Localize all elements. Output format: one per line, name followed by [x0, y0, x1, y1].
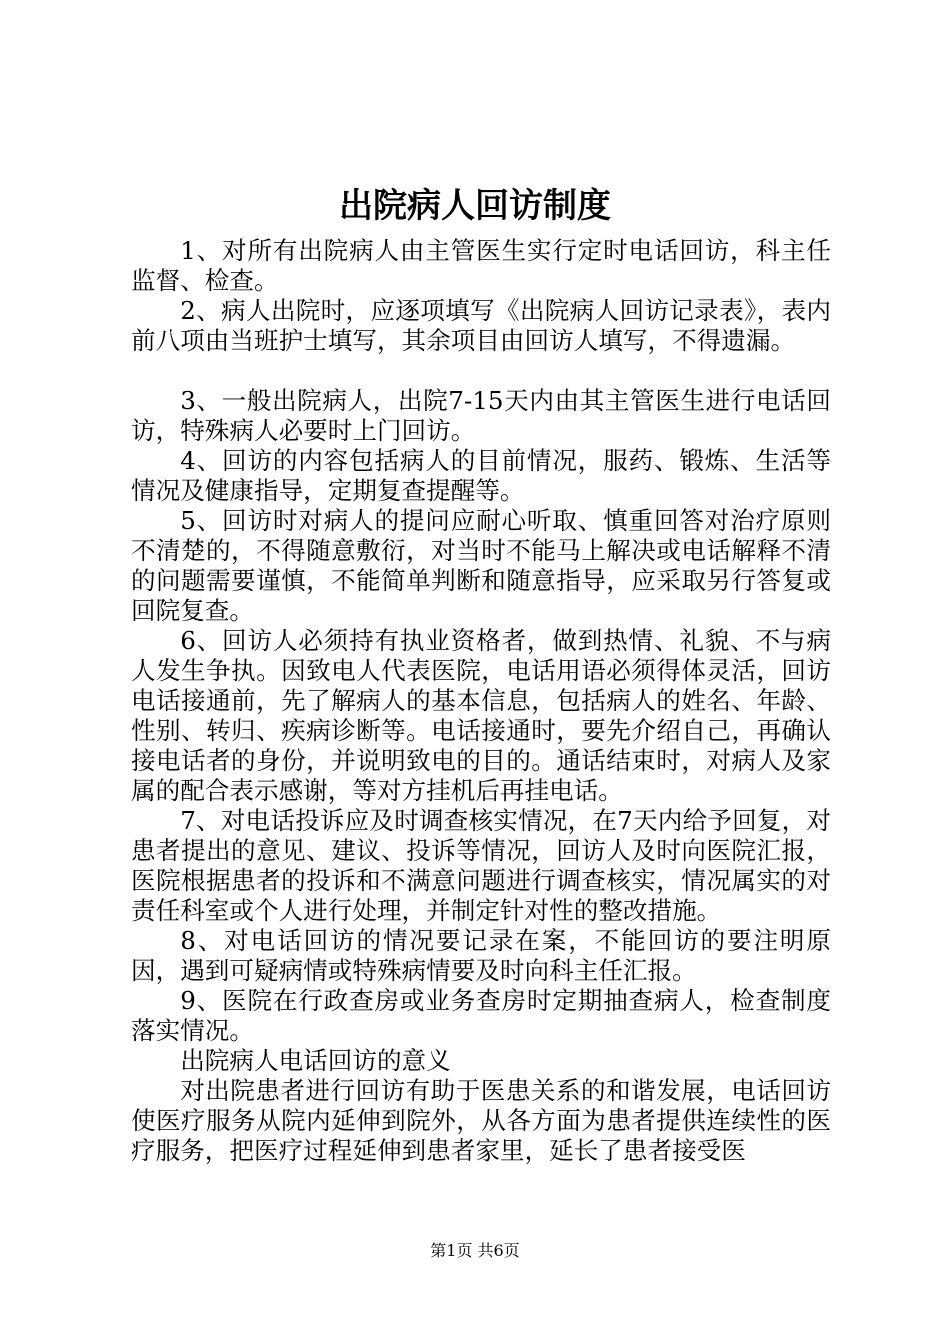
paragraph-significance: 对出院患者进行回访有助于医患关系的和谐发展，电话回访使医疗服务从院内延伸到院外，从各方面为患者提供连续性的医疗服务，把医疗过程延伸到患者家里，延长了患者接受医: [131, 1076, 831, 1165]
paragraph-2: 2、病人出院时，应逐项填写《出院病人回访记录表》，表内前八项由当班护士填写，其余项目由回访人填写，不得遗漏。: [131, 296, 831, 355]
paragraph-3: 3、一般出院病人，出院7-15天内由其主管医生进行电话回访，特殊病人必要时上门回访。: [131, 386, 831, 445]
paragraph-5: 5、回访时对病人的提问应耐心听取、慎重回答对治疗原则不清楚的，不得随意敷衍，对当时不能马上解决或电话解释不清的问题需要谨慎，不能简单判断和随意指导，应采取另行答复或回院复查。: [131, 506, 831, 625]
section-heading-significance: 出院病人电话回访的意义: [180, 1046, 451, 1075]
document-title: 出院病人回访制度: [339, 186, 611, 226]
document-body: [131, 236, 831, 1166]
paragraph-8: 8、对电话回访的情况要记录在案，不能回访的要注明原因，遇到可疑病情或特殊病情要及时向科主任汇报。: [131, 926, 831, 985]
paragraph-1: 1、对所有出院病人由主管医生实行定时电话回访，科主任监督、检查。: [131, 236, 831, 295]
paragraph-7: 7、对电话投诉应及时调查核实情况，在7天内给予回复，对患者提出的意见、建议、投诉等情况，回访人及时向医院汇报，医院根据患者的投诉和不满意问题进行调查核实，情况属实的对责任科室或个人进行处理，并制定针对性的整改措施。: [131, 806, 831, 925]
paragraph-6: 6、回访人必须持有执业资格者，做到热情、礼貌、不与病人发生争执。因致电人代表医院，电话用语必须得体灵活，回访电话接通前，先了解病人的基本信息，包括病人的姓名、年龄、性别、转归、疾病诊断等。电话接通时，要先介绍自己，再确认接电话者的身份，并说明致电的目的。通话结束时，对病人及家属的配合表示感谢，等对方挂机后再挂电话。: [131, 626, 831, 805]
paragraph-4: 4、回访的内容包括病人的目前情况，服药、锻炼、生活等情况及健康指导，定期复查提醒等。: [131, 446, 831, 505]
page-footer: 第1页 共6页: [430, 1241, 520, 1260]
paragraph-9: 9、医院在行政查房或业务查房时定期抽查病人，检查制度落实情况。: [131, 986, 831, 1045]
